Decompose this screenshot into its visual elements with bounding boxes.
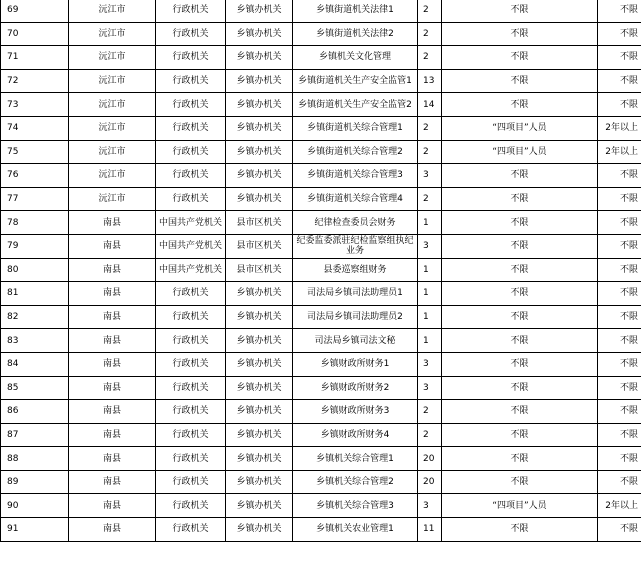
table-row [1,423,641,447]
cell-requirement: 不限 [442,69,598,93]
cell-serial-number: 78 [1,211,69,235]
cell-requirement: 不限 [442,376,598,400]
cell-region: 南县 [69,258,156,282]
cell-agency-level: 乡镇办机关 [226,282,293,306]
cell-headcount: 2 [418,46,442,70]
cell-position-name: 乡镇街道机关生产安全监管1 [293,69,418,93]
cell-serial-number: 86 [1,400,69,424]
table-row [1,447,641,471]
table-row [1,211,641,235]
cell-agency-level: 乡镇办机关 [226,0,293,22]
cell-serial-number: 75 [1,140,69,164]
cell-agency-type: 行政机关 [156,376,226,400]
table-body [1,0,641,541]
cell-region: 南县 [69,376,156,400]
cell-requirement: 不限 [442,46,598,70]
cell-serial-number: 76 [1,164,69,188]
cell-headcount: 2 [418,140,442,164]
table-row [1,46,641,70]
cell-requirement: 不限 [442,234,598,258]
cell-region: 南县 [69,400,156,424]
cell-headcount: 14 [418,93,442,117]
cell-position-name: 纪委监委派驻纪检监察组执纪业务 [293,234,418,258]
table-row [1,352,641,376]
cell-experience: 不限 [598,22,641,46]
cell-region: 南县 [69,352,156,376]
cell-experience: 不限 [598,258,641,282]
cell-headcount: 3 [418,376,442,400]
cell-serial-number: 70 [1,22,69,46]
cell-agency-level: 县市区机关 [226,258,293,282]
cell-serial-number: 77 [1,187,69,211]
cell-serial-number: 91 [1,518,69,542]
cell-agency-type: 行政机关 [156,187,226,211]
cell-requirement: 不限 [442,352,598,376]
cell-agency-type: 行政机关 [156,0,226,22]
cell-requirement: 不限 [442,447,598,471]
cell-position-name: 司法局乡镇司法文秘 [293,329,418,353]
cell-region: 南县 [69,494,156,518]
cell-experience: 不限 [598,0,641,22]
cell-agency-level: 乡镇办机关 [226,187,293,211]
cell-position-name: 乡镇街道机关综合管理4 [293,187,418,211]
cell-agency-level: 乡镇办机关 [226,423,293,447]
cell-region: 南县 [69,518,156,542]
table-row [1,470,641,494]
cell-region: 沅江市 [69,93,156,117]
cell-position-name: 纪律检查委员会财务 [293,211,418,235]
cell-serial-number: 85 [1,376,69,400]
cell-headcount: 20 [418,447,442,471]
table-row [1,164,641,188]
cell-agency-type: 行政机关 [156,116,226,140]
cell-headcount: 20 [418,470,442,494]
cell-region: 沅江市 [69,69,156,93]
cell-requirement: 不限 [442,211,598,235]
cell-requirement: 不限 [442,518,598,542]
cell-headcount: 1 [418,258,442,282]
cell-requirement: 不限 [442,470,598,494]
cell-region: 南县 [69,329,156,353]
table-row [1,305,641,329]
cell-serial-number: 79 [1,234,69,258]
cell-agency-level: 乡镇办机关 [226,329,293,353]
cell-serial-number: 71 [1,46,69,70]
cell-agency-level: 乡镇办机关 [226,352,293,376]
cell-position-name: 乡镇街道机关生产安全监管2 [293,93,418,117]
cell-position-name: 乡镇机关文化管理 [293,46,418,70]
cell-requirement: “四项目”人员 [442,494,598,518]
table-row [1,376,641,400]
table-row [1,282,641,306]
cell-headcount: 2 [418,423,442,447]
cell-headcount: 1 [418,211,442,235]
cell-serial-number: 84 [1,352,69,376]
cell-experience: 不限 [598,423,641,447]
cell-agency-type: 行政机关 [156,470,226,494]
cell-agency-type: 行政机关 [156,518,226,542]
cell-requirement: 不限 [442,423,598,447]
cell-region: 沅江市 [69,46,156,70]
table-row [1,258,641,282]
cell-experience: 不限 [598,282,641,306]
cell-serial-number: 69 [1,0,69,22]
cell-requirement: 不限 [442,258,598,282]
cell-agency-level: 乡镇办机关 [226,305,293,329]
cell-requirement: 不限 [442,187,598,211]
cell-agency-type: 中国共产党机关 [156,234,226,258]
cell-region: 南县 [69,423,156,447]
cell-headcount: 3 [418,234,442,258]
cell-experience: 不限 [598,46,641,70]
cell-serial-number: 90 [1,494,69,518]
cell-requirement: 不限 [442,93,598,117]
cell-agency-type: 中国共产党机关 [156,211,226,235]
cell-requirement: 不限 [442,164,598,188]
cell-experience: 不限 [598,93,641,117]
cell-position-name: 乡镇财政所财务2 [293,376,418,400]
cell-requirement: 不限 [442,329,598,353]
cell-agency-level: 乡镇办机关 [226,400,293,424]
cell-agency-level: 县市区机关 [226,211,293,235]
cell-serial-number: 83 [1,329,69,353]
cell-agency-level: 乡镇办机关 [226,69,293,93]
cell-agency-level: 乡镇办机关 [226,470,293,494]
cell-agency-type: 行政机关 [156,46,226,70]
cell-headcount: 11 [418,518,442,542]
cell-position-name: 乡镇街道机关综合管理3 [293,164,418,188]
cell-agency-type: 行政机关 [156,494,226,518]
cell-region: 南县 [69,470,156,494]
cell-requirement: 不限 [442,22,598,46]
cell-position-name: 乡镇机关农业管理1 [293,518,418,542]
cell-experience: 不限 [598,518,641,542]
cell-position-name: 乡镇街道机关法律2 [293,22,418,46]
cell-experience: 不限 [598,211,641,235]
cell-agency-level: 县市区机关 [226,234,293,258]
table-row [1,494,641,518]
cell-requirement: 不限 [442,400,598,424]
cell-agency-level: 乡镇办机关 [226,447,293,471]
cell-experience: 不限 [598,329,641,353]
cell-position-name: 乡镇街道机关法律1 [293,0,418,22]
cell-position-name: 司法局乡镇司法助理员1 [293,282,418,306]
cell-agency-type: 行政机关 [156,282,226,306]
cell-region: 沅江市 [69,140,156,164]
cell-region: 沅江市 [69,164,156,188]
table-row [1,93,641,117]
cell-experience: 不限 [598,447,641,471]
cell-region: 沅江市 [69,116,156,140]
cell-serial-number: 88 [1,447,69,471]
table-row [1,116,641,140]
cell-experience: 不限 [598,234,641,258]
cell-headcount: 1 [418,305,442,329]
cell-agency-level: 乡镇办机关 [226,46,293,70]
cell-region: 南县 [69,211,156,235]
cell-headcount: 1 [418,329,442,353]
cell-region: 沅江市 [69,187,156,211]
table-row [1,234,641,258]
cell-position-name: 乡镇财政所财务4 [293,423,418,447]
cell-agency-level: 乡镇办机关 [226,116,293,140]
cell-experience: 2年以上 [598,494,641,518]
table-row [1,187,641,211]
cell-headcount: 13 [418,69,442,93]
cell-region: 沅江市 [69,0,156,22]
cell-headcount: 3 [418,494,442,518]
cell-agency-type: 行政机关 [156,69,226,93]
cell-position-name: 乡镇街道机关综合管理2 [293,140,418,164]
cell-experience: 不限 [598,470,641,494]
cell-headcount: 2 [418,187,442,211]
cell-requirement: 不限 [442,282,598,306]
cell-requirement: “四项目”人员 [442,116,598,140]
cell-experience: 不限 [598,69,641,93]
cell-agency-type: 行政机关 [156,400,226,424]
cell-serial-number: 89 [1,470,69,494]
table-row [1,0,641,22]
cell-headcount: 1 [418,282,442,306]
cell-agency-level: 乡镇办机关 [226,164,293,188]
cell-requirement: “四项目”人员 [442,140,598,164]
cell-agency-type: 行政机关 [156,140,226,164]
cell-region: 沅江市 [69,22,156,46]
cell-experience: 不限 [598,305,641,329]
cell-headcount: 2 [418,22,442,46]
cell-experience: 不限 [598,376,641,400]
cell-headcount: 3 [418,164,442,188]
cell-agency-level: 乡镇办机关 [226,140,293,164]
cell-experience: 2年以上 [598,140,641,164]
cell-agency-type: 行政机关 [156,352,226,376]
cell-serial-number: 72 [1,69,69,93]
cell-serial-number: 82 [1,305,69,329]
cell-agency-type: 行政机关 [156,93,226,117]
table-row [1,140,641,164]
cell-headcount: 2 [418,116,442,140]
cell-position-name: 乡镇机关综合管理2 [293,470,418,494]
cell-position-name: 乡镇机关综合管理3 [293,494,418,518]
cell-agency-level: 乡镇办机关 [226,494,293,518]
cell-experience: 2年以上 [598,116,641,140]
cell-agency-type: 中国共产党机关 [156,258,226,282]
cell-agency-type: 行政机关 [156,22,226,46]
cell-experience: 不限 [598,352,641,376]
table-row [1,400,641,424]
cell-agency-level: 乡镇办机关 [226,93,293,117]
cell-experience: 不限 [598,164,641,188]
cell-agency-type: 行政机关 [156,447,226,471]
cell-position-name: 乡镇街道机关综合管理1 [293,116,418,140]
cell-experience: 不限 [598,400,641,424]
cell-requirement: 不限 [442,305,598,329]
cell-serial-number: 81 [1,282,69,306]
cell-region: 南县 [69,447,156,471]
cell-agency-type: 行政机关 [156,305,226,329]
cell-position-name: 乡镇财政所财务3 [293,400,418,424]
cell-agency-type: 行政机关 [156,164,226,188]
cell-agency-type: 行政机关 [156,423,226,447]
table-row [1,518,641,542]
cell-serial-number: 73 [1,93,69,117]
cell-serial-number: 80 [1,258,69,282]
cell-headcount: 2 [418,400,442,424]
cell-position-name: 县委巡察组财务 [293,258,418,282]
cell-serial-number: 74 [1,116,69,140]
table-row [1,22,641,46]
cell-experience: 不限 [598,187,641,211]
cell-region: 南县 [69,282,156,306]
cell-agency-level: 乡镇办机关 [226,376,293,400]
table-row [1,329,641,353]
cell-region: 南县 [69,234,156,258]
cell-position-name: 乡镇机关综合管理1 [293,447,418,471]
cell-agency-level: 乡镇办机关 [226,22,293,46]
cell-headcount: 3 [418,352,442,376]
cell-headcount: 2 [418,0,442,22]
cell-agency-level: 乡镇办机关 [226,518,293,542]
cell-serial-number: 87 [1,423,69,447]
table-row [1,69,641,93]
cell-position-name: 乡镇财政所财务1 [293,352,418,376]
cell-agency-type: 行政机关 [156,329,226,353]
cell-region: 南县 [69,305,156,329]
cell-requirement: 不限 [442,0,598,22]
cell-position-name: 司法局乡镇司法助理员2 [293,305,418,329]
